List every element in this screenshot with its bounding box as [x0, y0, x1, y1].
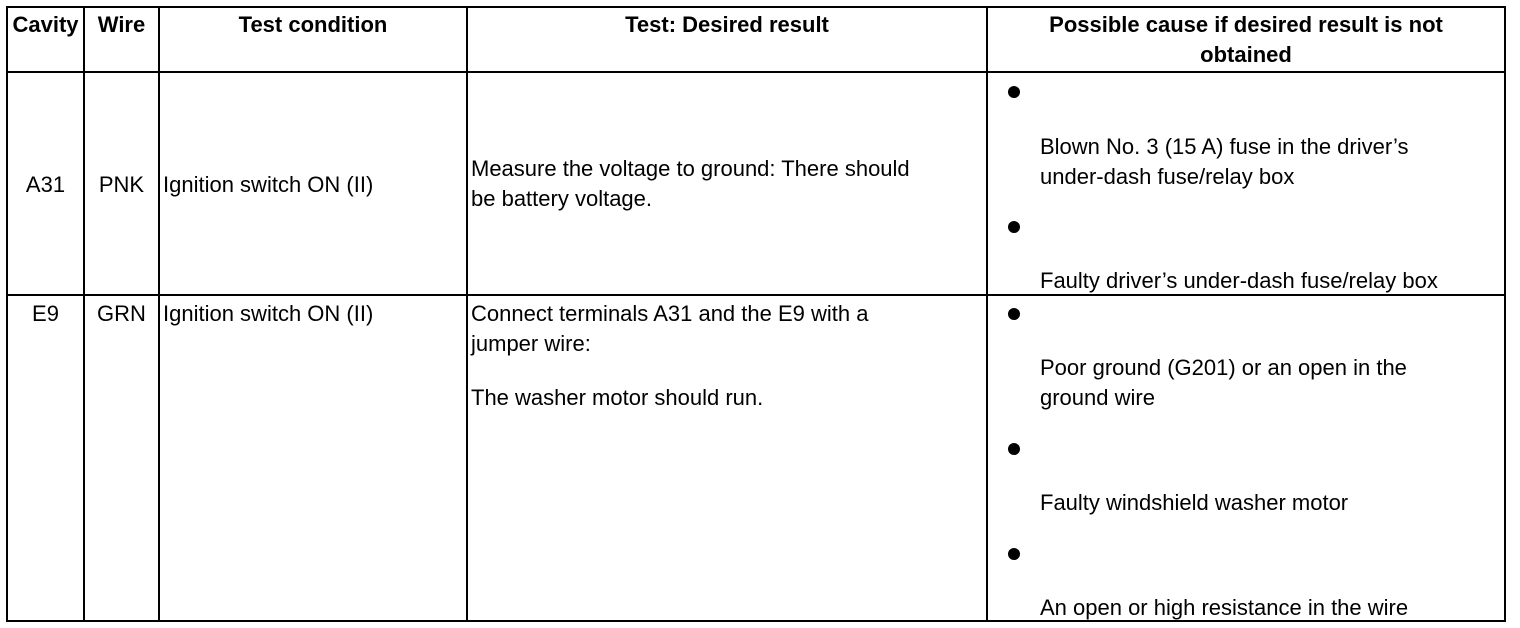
- cell-cavity: A31: [25, 172, 66, 197]
- cell-result-line: Measure the voltage to ground: There should: [471, 156, 910, 181]
- bullet-icon: [1008, 221, 1020, 233]
- cause-text: Poor ground (G201) or an open in the: [1040, 355, 1407, 380]
- bullet-icon: [1008, 443, 1020, 455]
- cell-cavity: E9: [32, 301, 59, 326]
- header-possible-cause-cont: obtained: [1200, 42, 1292, 67]
- cell-result-line: Connect terminals A31 and the E9 with a: [471, 301, 869, 326]
- column-divider: [986, 6, 988, 622]
- cause-text: Faulty driver’s under-dash fuse/relay box: [1040, 268, 1438, 293]
- header-test-condition: Test condition: [238, 12, 388, 37]
- cell-test-condition: Ignition switch ON (II): [163, 301, 374, 326]
- header-possible-cause: Possible cause if desired result is not: [1049, 12, 1443, 37]
- header-divider: [6, 71, 1506, 73]
- bullet-icon: [1008, 548, 1020, 560]
- bullet-icon: [1008, 86, 1020, 98]
- cell-result-line: be battery voltage.: [471, 186, 653, 211]
- cell-test-condition: Ignition switch ON (II): [163, 172, 374, 197]
- cell-result-line: jumper wire:: [471, 331, 591, 356]
- header-wire: Wire: [97, 12, 146, 37]
- cause-text: An open or high resistance in the wire: [1040, 595, 1409, 620]
- cause-text: under-dash fuse/relay box: [1040, 164, 1295, 189]
- header-desired-result: Test: Desired result: [625, 12, 829, 37]
- table-border-right: [1504, 6, 1506, 622]
- header-cavity: Cavity: [12, 12, 79, 37]
- cell-wire: PNK: [98, 172, 145, 197]
- cell-wire: GRN: [97, 301, 146, 326]
- cause-text: Faulty windshield washer motor: [1040, 490, 1349, 515]
- table-border-top: [6, 6, 1506, 8]
- bullet-icon: [1008, 308, 1020, 320]
- cause-text: Blown No. 3 (15 A) fuse in the driver’s: [1040, 134, 1409, 159]
- column-divider: [158, 6, 160, 622]
- column-divider: [466, 6, 468, 622]
- cause-text: ground wire: [1040, 385, 1155, 410]
- cell-result-line: The washer motor should run.: [471, 385, 764, 410]
